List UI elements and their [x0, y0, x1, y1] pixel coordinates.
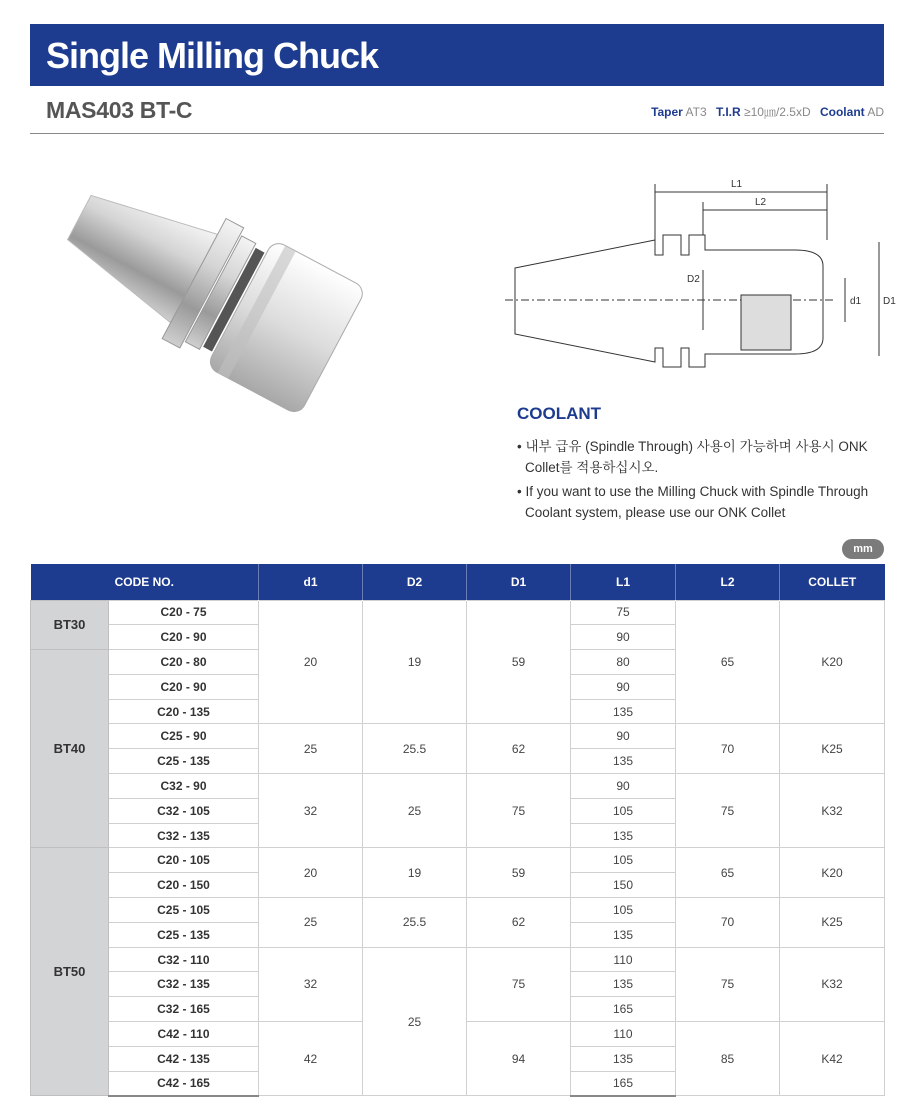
- table-row: [31, 600, 885, 625]
- d2-cell: 25: [363, 947, 467, 1096]
- table-row: [31, 724, 885, 749]
- code-cell: C25 - 135: [109, 749, 259, 774]
- table-row: [31, 774, 885, 799]
- l1-cell: 90: [571, 625, 676, 650]
- big-d1-cell: 62: [467, 898, 571, 948]
- d2-cell: 19: [363, 848, 467, 898]
- table-row: [31, 947, 885, 972]
- product-subtitle: MAS403 BT-C: [46, 97, 193, 123]
- l1-cell: 135: [571, 699, 676, 724]
- big-d1-cell: 94: [467, 1022, 571, 1096]
- big-d1-cell: 75: [467, 947, 571, 1021]
- coolant-note-en: • If you want to use the Milling Chuck with Spindle Through Coolant system, please use our ONK Collet: [517, 484, 869, 520]
- d1-cell: 25: [259, 898, 363, 948]
- code-cell: C20 - 80: [109, 650, 259, 675]
- product-photo: [40, 155, 370, 425]
- dim-d2: D2: [687, 274, 700, 285]
- code-cell: C25 - 105: [109, 898, 259, 923]
- l1-cell: 135: [571, 749, 676, 774]
- header-l2: L2: [676, 564, 780, 600]
- l1-cell: 90: [571, 724, 676, 749]
- l1-cell: 110: [571, 947, 676, 972]
- collet-cell: K32: [780, 774, 885, 848]
- code-cell: C32 - 110: [109, 947, 259, 972]
- series-cell: BT30: [31, 600, 109, 650]
- big-d1-cell: 75: [467, 774, 571, 848]
- header-collet: COLLET: [780, 564, 885, 600]
- l1-cell: 165: [571, 1071, 676, 1096]
- l2-cell: 85: [676, 1022, 780, 1096]
- table-header-row: [31, 564, 885, 600]
- code-cell: C42 - 110: [109, 1022, 259, 1047]
- dim-l2: L2: [755, 197, 767, 208]
- code-cell: C20 - 75: [109, 600, 259, 625]
- d1-cell: 25: [259, 724, 363, 774]
- page-title: Single Milling Chuck: [46, 35, 379, 76]
- l1-cell: 110: [571, 1022, 676, 1047]
- d1-cell: 42: [259, 1022, 363, 1096]
- l1-cell: 135: [571, 1046, 676, 1071]
- l2-cell: 65: [676, 848, 780, 898]
- l1-cell: 90: [571, 774, 676, 799]
- d2-cell: 25.5: [363, 898, 467, 948]
- dim-l1: L1: [731, 179, 743, 190]
- spec-summary: [645, 103, 884, 120]
- d2-cell: 25.5: [363, 724, 467, 774]
- l1-cell: 90: [571, 674, 676, 699]
- table-row: [31, 898, 885, 923]
- code-cell: C20 - 135: [109, 699, 259, 724]
- d1-cell: 32: [259, 774, 363, 848]
- code-cell: C32 - 90: [109, 774, 259, 799]
- code-cell: C32 - 165: [109, 997, 259, 1022]
- unit-badge: mm: [842, 539, 884, 559]
- coolant-title: COOLANT: [517, 404, 602, 423]
- code-cell: C20 - 90: [109, 674, 259, 699]
- code-cell: C20 - 105: [109, 848, 259, 873]
- collet-cell: K25: [780, 898, 885, 948]
- l1-cell: 135: [571, 972, 676, 997]
- header-big-d1: D1: [467, 564, 571, 600]
- header-divider: [30, 133, 884, 134]
- l1-cell: 135: [571, 922, 676, 947]
- code-cell: C42 - 135: [109, 1046, 259, 1071]
- code-cell: C20 - 90: [109, 625, 259, 650]
- l1-cell: 105: [571, 848, 676, 873]
- collet-cell: K32: [780, 947, 885, 1021]
- technical-drawing: [505, 170, 896, 380]
- big-d1-cell: 62: [467, 724, 571, 774]
- l1-cell: 135: [571, 823, 676, 848]
- code-cell: C20 - 150: [109, 873, 259, 898]
- d2-cell: 25: [363, 774, 467, 848]
- header-d1: d1: [259, 564, 363, 600]
- code-cell: C32 - 135: [109, 972, 259, 997]
- l2-cell: 70: [676, 724, 780, 774]
- coolant-note-ko: • 내부 급유 (Spindle Through) 사용이 가능하며 사용시 ONK Collet를 적용하십시오.: [517, 439, 868, 475]
- header-d2: D2: [363, 564, 467, 600]
- d1-cell: 20: [259, 848, 363, 898]
- code-cell: C32 - 135: [109, 823, 259, 848]
- header-code: CODE NO.: [31, 564, 259, 600]
- l1-cell: 75: [571, 600, 676, 625]
- l1-cell: 165: [571, 997, 676, 1022]
- spec-value-coolant: AD: [867, 105, 884, 119]
- spec-table: [30, 564, 885, 1097]
- spec-label-coolant: Coolant: [819, 105, 865, 119]
- collet-cell: K20: [780, 848, 885, 898]
- collet-cell: K42: [780, 1022, 885, 1096]
- coolant-notes: [515, 436, 885, 526]
- code-cell: C32 - 105: [109, 798, 259, 823]
- d1-cell: 20: [259, 600, 363, 724]
- dim-d1: d1: [850, 296, 862, 307]
- header-l1: L1: [571, 564, 676, 600]
- l2-cell: 65: [676, 600, 780, 724]
- l2-cell: 75: [676, 947, 780, 1021]
- series-cell: BT50: [31, 848, 109, 1096]
- code-cell: C25 - 135: [109, 922, 259, 947]
- big-d1-cell: 59: [467, 600, 571, 724]
- dim-big-d1: D1: [883, 296, 896, 307]
- l1-cell: 105: [571, 898, 676, 923]
- series-cell: BT40: [31, 650, 109, 848]
- collet-cell: K25: [780, 724, 885, 774]
- code-cell: C42 - 165: [109, 1071, 259, 1096]
- l2-cell: 70: [676, 898, 780, 948]
- collet-cell: K20: [780, 600, 885, 724]
- l1-cell: 150: [571, 873, 676, 898]
- table-row: [31, 848, 885, 873]
- d1-cell: 32: [259, 947, 363, 1021]
- l1-cell: 105: [571, 798, 676, 823]
- spec-label-taper: Taper: [651, 105, 683, 119]
- d2-cell: 19: [363, 600, 467, 724]
- spec-label-tir: T.I.R: [716, 105, 741, 119]
- l1-cell: 80: [571, 650, 676, 675]
- big-d1-cell: 59: [467, 848, 571, 898]
- spec-value-tir: ≥10㎛/2.5xD: [744, 105, 811, 119]
- spec-value-taper: AT3: [685, 105, 707, 119]
- title-bar: [30, 24, 884, 86]
- code-cell: C25 - 90: [109, 724, 259, 749]
- l2-cell: 75: [676, 774, 780, 848]
